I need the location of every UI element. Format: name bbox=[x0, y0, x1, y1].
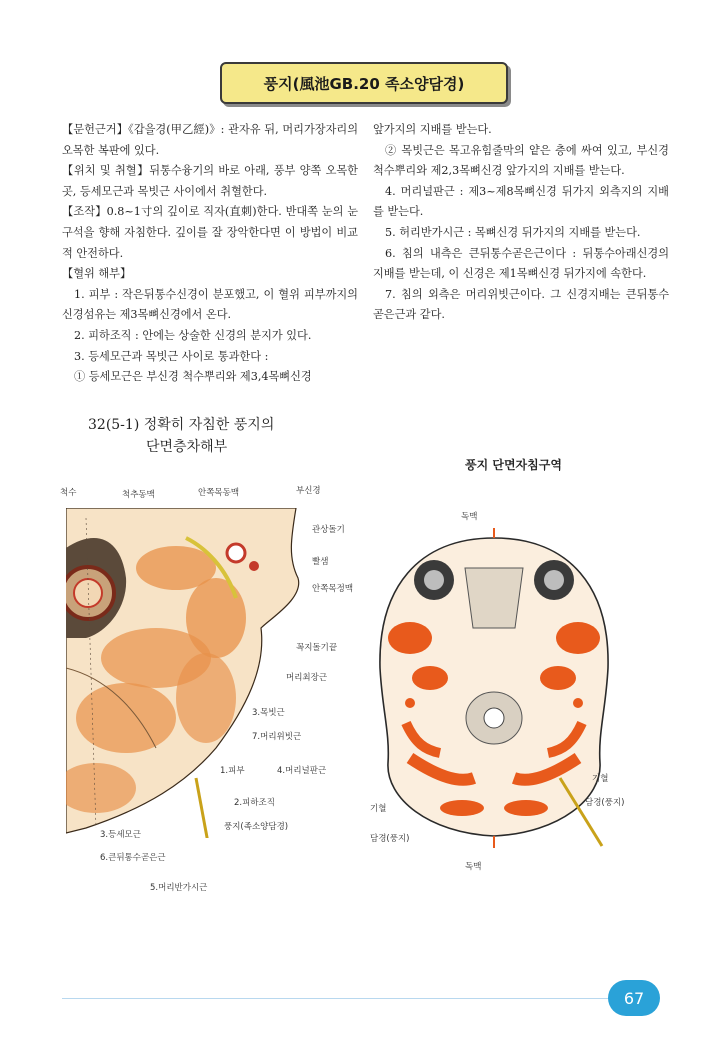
figure-label: 머리최장근 bbox=[286, 673, 328, 683]
paragraph: 7. 침의 외측은 머리위빗근이다. 그 신경지배는 큰뒤통수곧은근과 같다. bbox=[373, 287, 669, 322]
paragraph: 앞가지의 지배를 받는다. bbox=[373, 123, 492, 136]
figure-label: 꼭지돌기끝 bbox=[296, 643, 338, 653]
figure-label: 풍지(족소양담경) bbox=[224, 822, 289, 832]
figure-label: 2.피하조직 bbox=[234, 798, 275, 808]
figure-label: 안쪽목정맥 bbox=[312, 584, 354, 594]
caption-line: 32(5-1) 정확히 자침한 풍지의 bbox=[88, 417, 275, 433]
paragraph: 【위치 및 취혈】뒤통수융기의 바로 아래, 풍부 양쪽 오목한 곳, 등세모근과 목빗근 사이에서 취혈한다. bbox=[62, 164, 358, 198]
acupuncture-zone-diagram bbox=[370, 528, 618, 848]
page-title: 풍지(風池GB.20 족소양담경) bbox=[220, 62, 508, 104]
paragraph: ① 등세모근은 부신경 척수뿌리와 제3,4목뼈신경 bbox=[74, 370, 312, 384]
figure-left-caption bbox=[88, 414, 328, 458]
figure-label: 6.큰뒤통수곧은근 bbox=[100, 853, 166, 863]
paragraph: 1. 피부 : 작은뒤통수신경이 분포했고, 이 혈위 피부까지의 신경섬유는 제3목뼈신경에서 온다. bbox=[62, 287, 358, 322]
figure-label: 담경(풍지) bbox=[585, 798, 625, 808]
footer-divider bbox=[62, 998, 610, 999]
paragraph: 3. 등세모근과 목빗근 사이로 통과한다 : bbox=[74, 349, 269, 363]
figure-label: 3.목빗근 bbox=[252, 708, 285, 718]
page-number: 67 bbox=[608, 980, 660, 1016]
figure-label: 1.피부 bbox=[220, 766, 245, 776]
figure-label: 담경(풍지) bbox=[370, 834, 410, 844]
paragraph: 4. 머리널판근 : 제3~제8목뼈신경 뒤가지 외측지의 지배를 받는다. bbox=[373, 184, 669, 219]
caption-line: 단면층차해부 bbox=[146, 439, 228, 455]
figure-right-caption: 풍지 단면자침구역 bbox=[465, 458, 562, 472]
paragraph: 5. 허리반가시근 : 목뼈신경 뒤가지의 지배를 받는다. bbox=[385, 225, 641, 239]
paragraph: ② 목빗근은 목고유힘줄막의 얕은 층에 싸여 있고, 부신경척수뿌리와 제2,3목뼈신경 앞가지의 지배를 받는다. bbox=[373, 143, 669, 178]
paragraph: 【조작】0.8~1寸의 깊이로 직자(直刺)한다. 반대쪽 눈의 눈구석을 향해 자침한다. 깊이를 잘 장악한다면 이 방법이 비교적 안전하다. bbox=[62, 205, 358, 260]
figure-label: 독맥 bbox=[461, 512, 478, 522]
figure-label: 5.머리반가시근 bbox=[150, 883, 208, 893]
figure-label: 척추동맥 bbox=[122, 490, 155, 500]
right-text-column bbox=[373, 120, 669, 326]
figure-label: 기혈 bbox=[370, 804, 387, 814]
figure-label: 7.머리위빗근 bbox=[252, 732, 302, 742]
figure-label: 4.머리널판근 bbox=[277, 766, 327, 776]
paragraph: 【문헌근거】《갑을경(甲乙經)》: 관자유 뒤, 머리가장자리의 오목한 복판에 있다. bbox=[62, 123, 358, 157]
figure-label: 안쪽목동맥 bbox=[198, 488, 240, 498]
figure-label: 척수 bbox=[60, 488, 77, 498]
figure-label: 부신경 bbox=[296, 486, 321, 496]
figure-label: 독맥 bbox=[465, 862, 482, 872]
figure-label: 3.등세모근 bbox=[100, 830, 141, 840]
figure-label: 기혈 bbox=[592, 774, 609, 784]
figure-label: 빨샘 bbox=[312, 557, 329, 567]
left-text-column bbox=[62, 120, 358, 388]
paragraph: 【혈위 해부】 bbox=[62, 267, 132, 281]
paragraph: 2. 피하조직 : 안에는 상술한 신경의 분지가 있다. bbox=[74, 328, 312, 342]
paragraph: 6. 침의 내측은 큰뒤통수곧은근이다 : 뒤통수아래신경의 지배를 받는데, 이 신경은 제1목뼈신경 뒤가지에 속한다. bbox=[373, 246, 669, 281]
figure-label: 관상돌기 bbox=[312, 525, 345, 535]
